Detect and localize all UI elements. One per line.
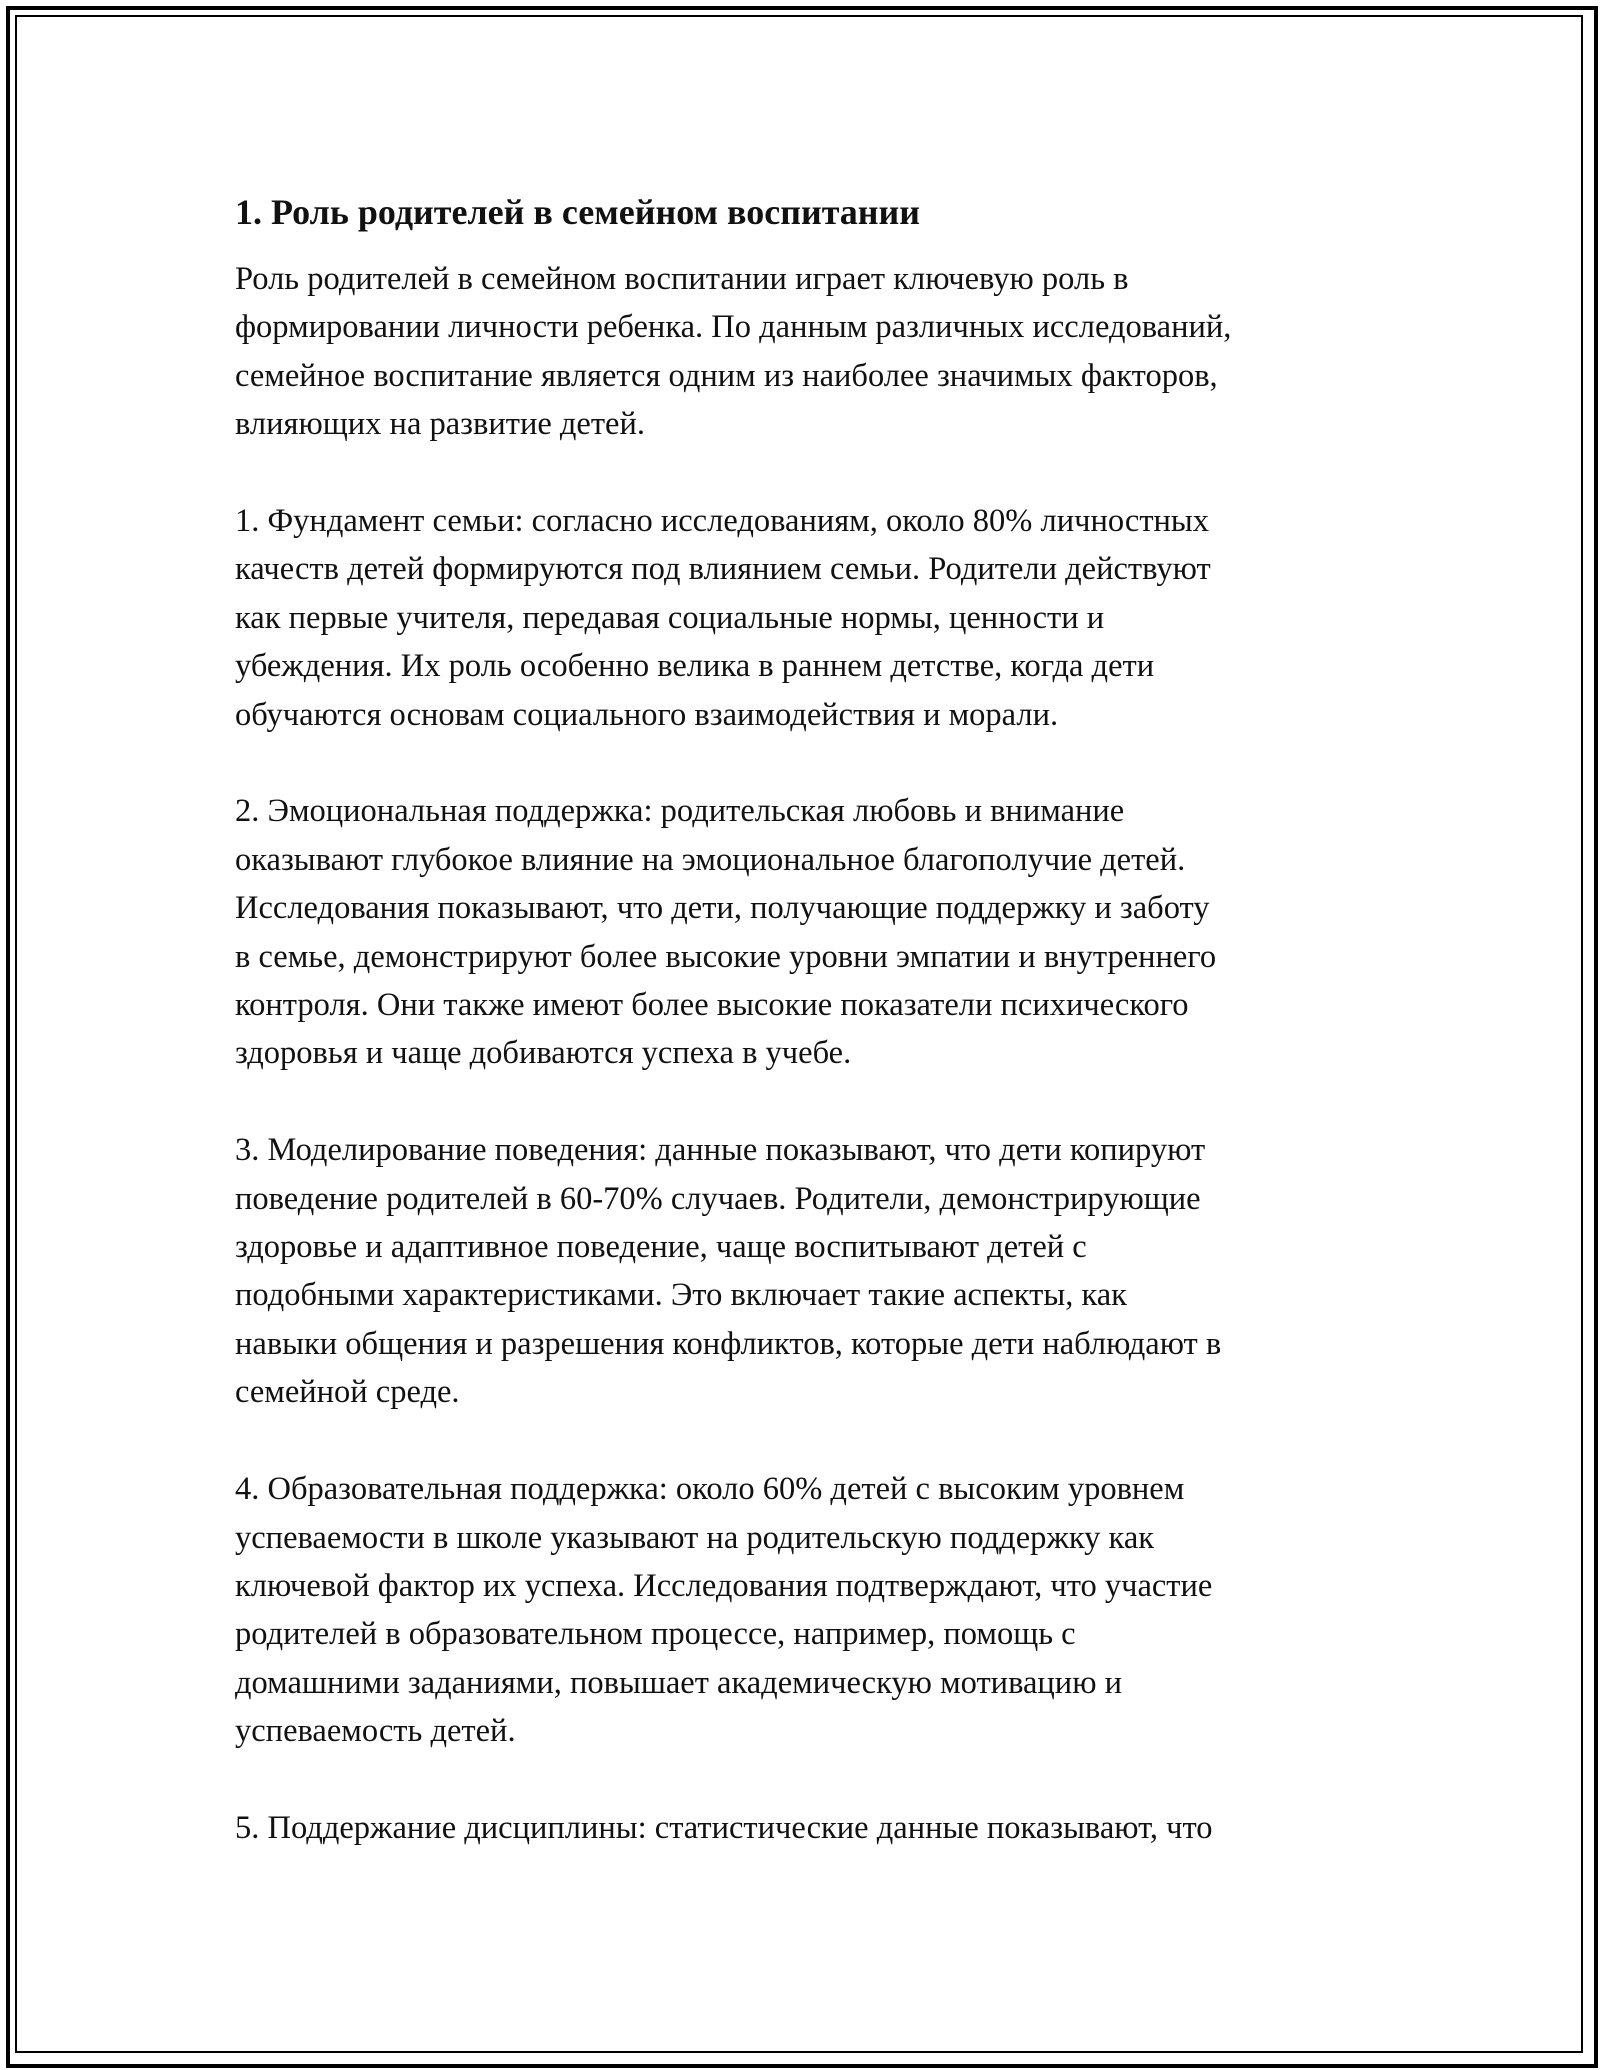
text-line: 3. Моделирование поведения: данные показывают, что дети копируют <box>235 1132 1206 1169</box>
section-heading: 1. Роль родителей в семейном воспитании <box>235 192 921 232</box>
text-line: подобными характеристиками. Это включает такие аспекты, как <box>235 1277 1127 1314</box>
paragraph-educational-support <box>235 1465 1375 1755</box>
text-line: семейное воспитание является одним из наиболее значимых факторов, <box>235 357 1218 394</box>
text-line: формировании личности ребенка. По данным различных исследований, <box>235 309 1232 346</box>
text-line: обучаются основам социального взаимодействия и морали. <box>235 696 1059 733</box>
paragraph-family-foundation <box>235 497 1375 739</box>
document-body <box>235 185 1375 1901</box>
paragraph-intro <box>235 255 1375 449</box>
text-line: Исследования показывают, что дети, получающие поддержку и заботу <box>235 890 1210 927</box>
text-line: семейной среде. <box>235 1374 460 1411</box>
text-line: убеждения. Их роль особенно велика в раннем детстве, когда дети <box>235 648 1155 685</box>
text-line: успеваемости в школе указывают на родительскую поддержку как <box>235 1519 1155 1556</box>
paragraph-emotional-support <box>235 787 1375 1077</box>
text-line: 2. Эмоциональная поддержка: родительская любовь и внимание <box>235 793 1125 830</box>
text-line: здоровье и адаптивное поведение, чаще воспитывают детей с <box>235 1229 1087 1266</box>
text-line: влияющих на развитие детей. <box>235 406 645 443</box>
paragraph-behavior-modeling <box>235 1126 1375 1416</box>
text-line: контроля. Они также имеют более высокие показатели психического <box>235 987 1189 1024</box>
text-line: оказывают глубокое влияние на эмоциональное благополучие детей. <box>235 841 1186 878</box>
text-line: здоровья и чаще добиваются успеха в учебе. <box>235 1035 852 1072</box>
text-line: 5. Поддержание дисциплины: статистические данные показывают, что <box>235 1809 1213 1846</box>
text-line: домашними заданиями, повышает академическую мотивацию и <box>235 1664 1122 1701</box>
paragraph-discipline <box>235 1804 1375 1852</box>
text-line: ключевой фактор их успеха. Исследования подтверждают, что участие <box>235 1567 1213 1604</box>
text-line: Роль родителей в семейном воспитании играет ключевую роль в <box>235 261 1129 297</box>
text-line: успеваемость детей. <box>235 1713 516 1750</box>
text-line: 4. Образовательная поддержка: около 60% детей с высоким уровнем <box>235 1471 1185 1508</box>
text-line: поведение родителей в 60-70% случаев. Родители, демонстрирующие <box>235 1180 1201 1217</box>
text-line: как первые учителя, передавая социальные нормы, ценности и <box>235 599 1105 636</box>
text-line: в семье, демонстрируют более высокие уровни эмпатии и внутреннего <box>235 938 1217 975</box>
text-line: навыки общения и разрешения конфликтов, которые дети наблюдают в <box>235 1325 1222 1362</box>
text-line: родителей в образовательном процессе, например, помощь с <box>235 1616 1076 1653</box>
text-line: качеств детей формируются под влиянием семьи. Родители действуют <box>235 551 1211 588</box>
text-line: 1. Фундамент семьи: согласно исследованиям, около 80% личностных <box>235 503 1210 540</box>
